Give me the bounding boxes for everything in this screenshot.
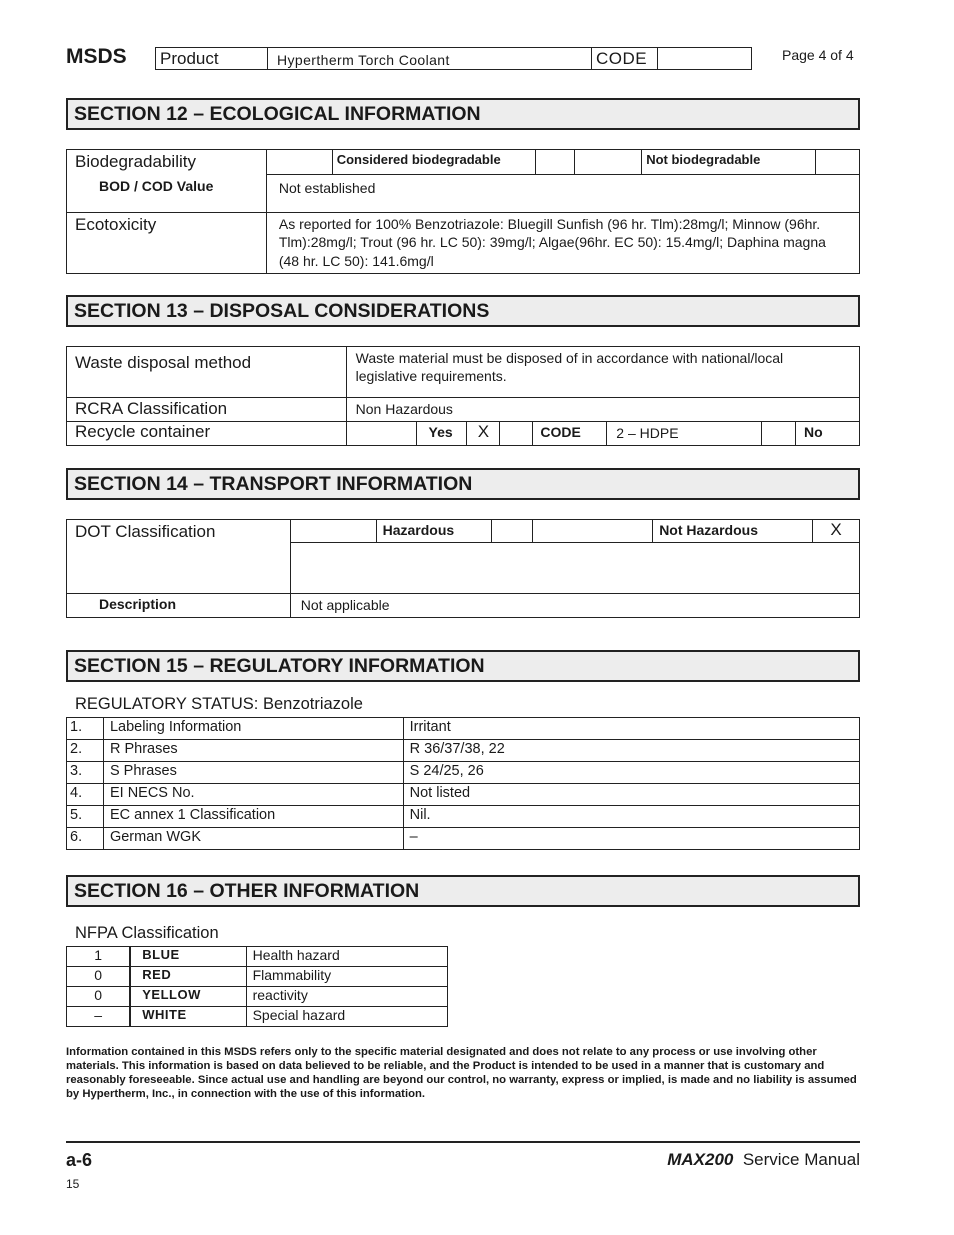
row-number: 5.	[67, 806, 104, 828]
section-13-title: SECTION 13 – DISPOSAL CONSIDERATIONS	[66, 295, 860, 327]
considered-biodegradable-label: Considered biodegradable	[332, 150, 536, 175]
row-value: Irritant	[403, 718, 859, 740]
row-value: S 24/25, 26	[403, 762, 859, 784]
nfpa-row	[67, 947, 448, 967]
dot-blank-cell-2	[533, 520, 653, 543]
footer-manual-title	[667, 1150, 860, 1170]
not-hazardous-label: Not Hazardous	[653, 520, 813, 543]
section-12-title: SECTION 12 – ECOLOGICAL INFORMATION	[66, 98, 860, 130]
recycle-blank-cell	[346, 422, 416, 446]
recycle-code-value: 2 – HDPE	[607, 422, 762, 446]
ecotoxicity-value: As reported for 100% Benzotriazole: Bluegill Sunfish (96 hr. Tlm):28mg/l; Minnow (96hr. Tlm):28mg/l; Trout (96 hr. LC 50): 39mg/l; Algae(96hr. EC 50): 15.4mg/l; Daphina magna (48 hr. LC 50): 141.6mg/l	[266, 212, 859, 273]
regulatory-row	[67, 828, 860, 850]
nfpa-rating: 0	[67, 987, 131, 1007]
nfpa-label: Flammability	[246, 967, 447, 987]
row-value: R 36/37/38, 22	[403, 740, 859, 762]
bod-cod-label: BOD / COD Value	[67, 174, 267, 212]
row-label: EI NECS No.	[103, 784, 403, 806]
row-number: 2.	[67, 740, 104, 762]
biodeg-blank-cell-2	[575, 150, 642, 175]
nfpa-color: YELLOW	[130, 987, 246, 1007]
not-hazardous-mark: X	[813, 520, 860, 543]
code-value	[658, 48, 751, 69]
row-number: 1.	[67, 718, 104, 740]
footer-page-id: a-6	[66, 1150, 93, 1170]
regulatory-row	[67, 762, 860, 784]
footer-small-number: 15	[66, 1177, 80, 1191]
nfpa-label: Health hazard	[246, 947, 447, 967]
biodeg-blank-cell	[266, 150, 332, 175]
regulatory-status: REGULATORY STATUS: Benzotriazole	[75, 695, 363, 713]
regulatory-table	[66, 717, 860, 850]
yes-label: Yes	[416, 422, 467, 446]
code-label: CODE	[592, 48, 658, 69]
nfpa-color: RED	[130, 967, 246, 987]
row-number: 4.	[67, 784, 104, 806]
yes-mark: X	[467, 422, 500, 446]
section-15-title: SECTION 15 – REGULATORY INFORMATION	[66, 650, 860, 682]
nfpa-table	[66, 946, 448, 1027]
ecotoxicity-label: Ecotoxicity	[67, 212, 267, 273]
waste-disposal-label: Waste disposal method	[67, 347, 347, 398]
nfpa-row	[67, 987, 448, 1007]
hazardous-label: Hazardous	[376, 520, 491, 543]
row-label: R Phrases	[103, 740, 403, 762]
recycle-blank-cell-2	[500, 422, 533, 446]
section-14-title: SECTION 14 – TRANSPORT INFORMATION	[66, 468, 860, 500]
section-16-title: SECTION 16 – OTHER INFORMATION	[66, 875, 860, 907]
nfpa-row	[67, 1007, 448, 1027]
not-biodegradable-mark	[816, 150, 860, 175]
rcra-label: RCRA Classification	[67, 398, 347, 422]
disposal-table	[66, 346, 860, 446]
dot-blank-cell	[290, 520, 376, 543]
regulatory-row	[67, 740, 860, 762]
row-number: 3.	[67, 762, 104, 784]
manual-name: Service Manual	[742, 1150, 860, 1169]
nfpa-label: Special hazard	[246, 1007, 447, 1027]
recycle-code-label: CODE	[533, 422, 607, 446]
not-biodegradable-label: Not biodegradable	[642, 150, 816, 175]
regulatory-row	[67, 806, 860, 828]
manual-model: MAX200	[667, 1150, 734, 1169]
waste-disposal-value: Waste material must be disposed of in accordance with national/local legislative requirements.	[346, 347, 859, 398]
rcra-value: Non Hazardous	[346, 398, 859, 422]
row-label: S Phrases	[103, 762, 403, 784]
recycle-blank-cell-3	[762, 422, 796, 446]
row-value: –	[403, 828, 859, 850]
ecological-table	[66, 149, 860, 274]
nfpa-row	[67, 967, 448, 987]
nfpa-color: WHITE	[130, 1007, 246, 1027]
hazardous-mark	[491, 520, 533, 543]
msds-title: MSDS	[66, 45, 127, 68]
row-value: Nil.	[403, 806, 859, 828]
footer-divider	[66, 1141, 860, 1143]
row-label: EC annex 1 Classification	[103, 806, 403, 828]
row-value: Not listed	[403, 784, 859, 806]
row-number: 6.	[67, 828, 104, 850]
dot-details-cell	[290, 543, 859, 594]
header-box	[155, 47, 752, 70]
no-label: No	[796, 422, 860, 446]
product-label: Product	[156, 48, 268, 69]
page-number: Page 4 of 4	[782, 47, 854, 63]
nfpa-rating: 1	[67, 947, 131, 967]
considered-biodegradable-mark	[536, 150, 575, 175]
recycle-container-label: Recycle container	[67, 422, 347, 446]
transport-table	[66, 519, 860, 618]
disclaimer-text: Information contained in this MSDS refers only to the specific material designated and does not relate to any process or use involving other materials. This information is based on data believed to be reliable, and the Product is intended to be used in a manner that is customary and reasonably foreseeable. Since actual use and handling are beyond our control, no warranty, express or implied, is made and no liability is assumed by Hypertherm, Inc., in connection with the use of this information.	[66, 1046, 857, 1100]
row-label: Labeling Information	[103, 718, 403, 740]
nfpa-title: NFPA Classification	[75, 924, 219, 942]
dot-classification-label: DOT Classification	[67, 520, 291, 594]
description-value: Not applicable	[290, 594, 859, 618]
row-label: German WGK	[103, 828, 403, 850]
regulatory-row	[67, 718, 860, 740]
regulatory-row	[67, 784, 860, 806]
product-value: Hypertherm Torch Coolant	[268, 48, 592, 69]
bod-cod-value: Not established	[266, 174, 859, 212]
nfpa-label: reactivity	[246, 987, 447, 1007]
nfpa-rating: 0	[67, 967, 131, 987]
biodegradability-label: Biodegradability	[67, 150, 267, 175]
nfpa-color: BLUE	[130, 947, 246, 967]
nfpa-rating: –	[67, 1007, 131, 1027]
description-label: Description	[67, 594, 291, 618]
